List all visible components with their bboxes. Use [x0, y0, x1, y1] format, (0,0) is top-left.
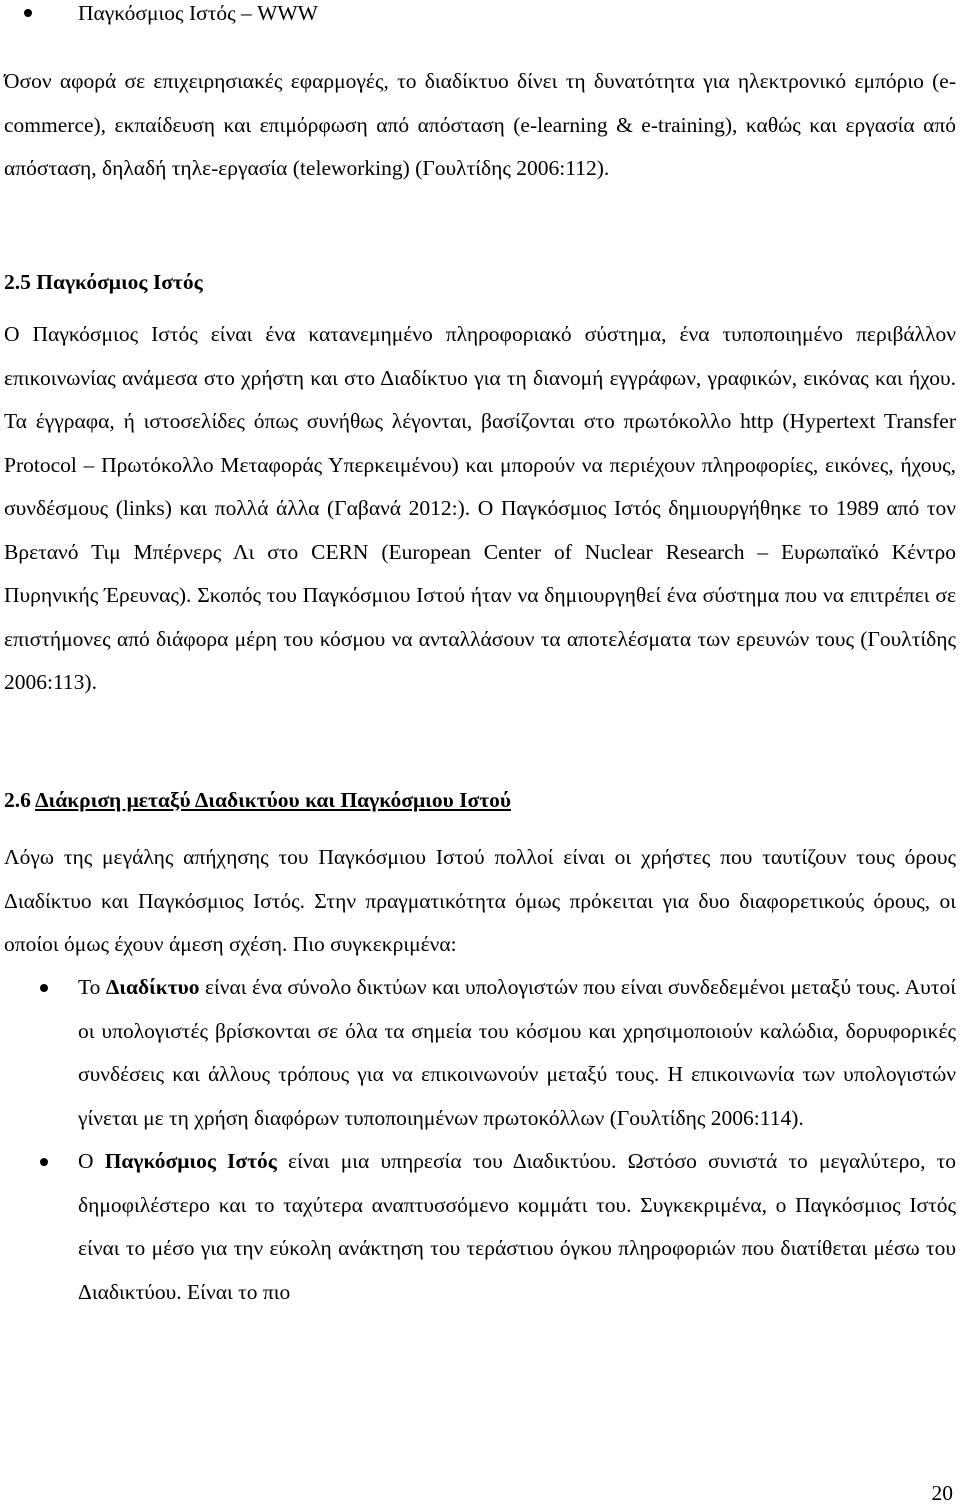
bullet-pre: Το: [78, 975, 106, 999]
bullet-text: είναι ένα σύνολο δικτύων και υπολογιστών που είναι συνδεδεμένοι μεταξύ τους. Αυτοί οι υπολογιστές βρίσκονται σε όλα τα σημεία του κόσμου και χρησιμοποιούν καλώδια, δορυφορικές συνδέσεις και άλλους τρόπους για να επικοινωνούν μεταξύ τους. Η επικοινωνία των υπολογιστών γίνεται με τη χρήση διαφόρων τυποποιημένων πρωτοκόλλων (Γουλτίδης 2006:114).: [78, 975, 956, 1130]
section-heading-2-5: [4, 261, 203, 305]
bullet-text: είναι μια υπηρεσία του Διαδικτύου. Ωστόσο συνιστά το μεγαλύτερο, το δημοφιλέστερο και το ταχύτερα αναπτυσσόμενο κομμάτι του. Συγκεκριμένα, ο Παγκόσμιος Ιστός είναι το μέσο για την εύκολη ανάκτηση του τεράστιου όγκου πληροφοριών που διατίθεται μέσω του Διαδικτύου. Είναι το πιο: [78, 1149, 957, 1304]
bullet-bold-term: Διαδίκτυο: [105, 975, 200, 999]
bullet-dot: [24, 9, 32, 17]
section-number: 2.6: [4, 788, 31, 812]
bullet-dot: [40, 984, 48, 992]
section-heading-2-6: [4, 779, 511, 823]
bullet-pre: Ο: [78, 1149, 105, 1173]
bullet-bold-term: Παγκόσμιος Ιστός: [104, 1149, 277, 1173]
section-number: 2.5: [4, 270, 31, 294]
paragraph-distinction: Λόγω της μεγάλης απήχησης του Παγκόσμιου Ιστού πολλοί είναι οι χρήστες που ταυτίζουν τους όρους Διαδίκτυο και Παγκόσμιος Ιστός. Στην πραγματικότητα όμως πρόκειται για δυο διαφορετικούς όρους, οι οποίοι όμως έχουν άμεση σχέση. Πιο συγκεκριμένα:: [4, 845, 956, 956]
paragraph-www: Ο Παγκόσμιος Ιστός είναι ένα κατανεμημένο πληροφοριακό σύστημα, ένα τυποποιημένο περιβάλλον επικοινωνίας ανάμεσα στο χρήστη και στο Διαδίκτυο για τη διανομή εγγράφων, γραφικών, εικόνας και ήχου. Τα έγγραφα, ή ιστοσελίδες όπως συνήθως λέγονται, βασίζονται στο πρωτόκολλο http (Hypertext Transfer Protocol – Πρωτόκολλο Μεταφοράς Υπερκειμένου) και μπορούν να περιέχουν πληροφορίες, εικόνες, ήχους, συνδέσμους (links) και πολλά άλλα (Γαβανά 2012:). Ο Παγκόσμιος Ιστός δημιουργήθηκε το 1989 από τον Βρετανό Τιμ Μπέρνερς Λι στο CERN (European Center of Nuclear Research – Ευρωπαϊκό Κέντρο Πυρηνικής Έρευνας). Σκοπός του Παγκόσμιου Ιστού ήταν να δημιουργηθεί ένα σύστημα που να επιτρέπει σε επιστήμονες από διάφορα μέρη του κόσμου να ανταλλάσουν τα αποτελέσματα των ερευνών τους (Γουλτίδης 2006:113).: [4, 322, 956, 694]
section-title: Διάκριση μεταξύ Διαδικτύου και Παγκόσμιου Ιστού: [35, 788, 512, 812]
section-title: Παγκόσμιος Ιστός: [36, 270, 203, 294]
page-number: 20: [931, 1481, 953, 1505]
bullet-dot: [40, 1158, 48, 1166]
bullet-www-label: Παγκόσμιος Ιστός – WWW: [78, 1, 318, 25]
paragraph-intro: Όσον αφορά σε επιχειρησιακές εφαρμογές, το διαδίκτυο δίνει τη δυνατότητα για ηλεκτρονικό εμπόριο (e-commerce), εκπαίδευση και επιμόρφωση από απόσταση (e-learning & e-training), καθώς και εργασία από απόσταση, δηλαδή τηλε-εργασία (teleworking) (Γουλτίδης 2006:112).: [4, 69, 956, 180]
bullet-item-internet: [0, 966, 956, 1140]
bullet-item-web: [0, 1140, 956, 1314]
bullet-list: [0, 966, 956, 1314]
